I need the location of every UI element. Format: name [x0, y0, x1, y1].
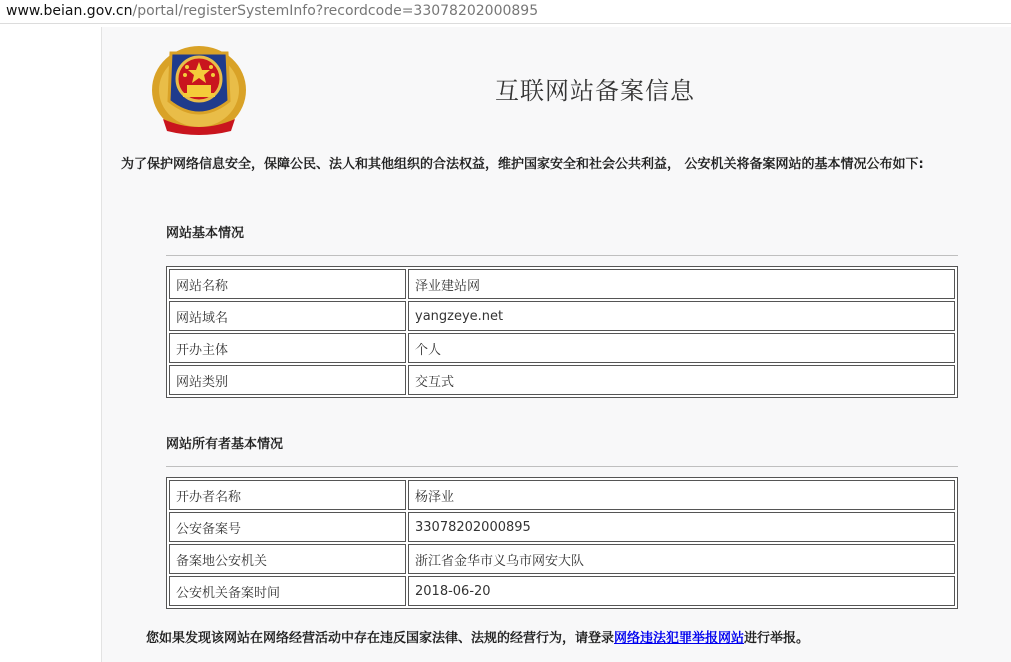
page-title: 互联网站备案信息 [495, 77, 695, 105]
row-value: 交互式 [408, 365, 955, 395]
table-row [169, 333, 955, 363]
address-bar[interactable] [0, 0, 1011, 24]
row-value: 浙江省金华市义乌市网安大队 [408, 544, 955, 574]
row-value: 杨泽业 [408, 480, 955, 510]
table-row [169, 365, 955, 395]
record-page [101, 27, 1011, 662]
table-row [169, 301, 955, 331]
row-value: 个人 [408, 333, 955, 363]
report-notice [146, 627, 1006, 646]
table-row [169, 512, 955, 542]
row-label: 开办者名称 [169, 480, 406, 510]
row-label: 公安备案号 [169, 512, 406, 542]
table-row [169, 269, 955, 299]
police-emblem-icon [149, 35, 249, 137]
row-value: 33078202000895 [408, 512, 955, 542]
report-link[interactable]: 网络违法犯罪举报网站 [614, 631, 745, 646]
owner-basic-heading: 网站所有者基本情况 [166, 437, 284, 452]
row-label: 网站名称 [169, 269, 406, 299]
row-label: 开办主体 [169, 333, 406, 363]
owner-basic-table [166, 477, 958, 609]
row-label: 公安机关备案时间 [169, 576, 406, 606]
divider [166, 466, 958, 467]
table-row [169, 480, 955, 510]
table-row [169, 544, 955, 574]
row-label: 网站类别 [169, 365, 406, 395]
intro-text: 为了保护网络信息安全，保障公民、法人和其他组织的合法权益，维护国家安全和社会公共利益， 公安机关将备案网站的基本情况公布如下: [121, 157, 924, 172]
table-row [169, 576, 955, 606]
row-value: 泽业建站网 [408, 269, 955, 299]
row-value: yangzeye.net [408, 301, 955, 331]
row-label: 网站域名 [169, 301, 406, 331]
url-host: www.beian.gov.cn [6, 3, 133, 19]
report-prefix: 您如果发现该网站在网络经营活动中存在违反国家法律、法规的经营行为，请登录 [146, 631, 615, 646]
row-value: 2018-06-20 [408, 576, 955, 606]
report-suffix: 进行举报。 [744, 631, 810, 646]
row-label: 备案地公安机关 [169, 544, 406, 574]
site-basic-table [166, 266, 958, 398]
url-path: /portal/registerSystemInfo?recordcode=33078202000895 [132, 3, 539, 19]
site-basic-heading: 网站基本情况 [166, 226, 245, 241]
divider [166, 255, 958, 256]
